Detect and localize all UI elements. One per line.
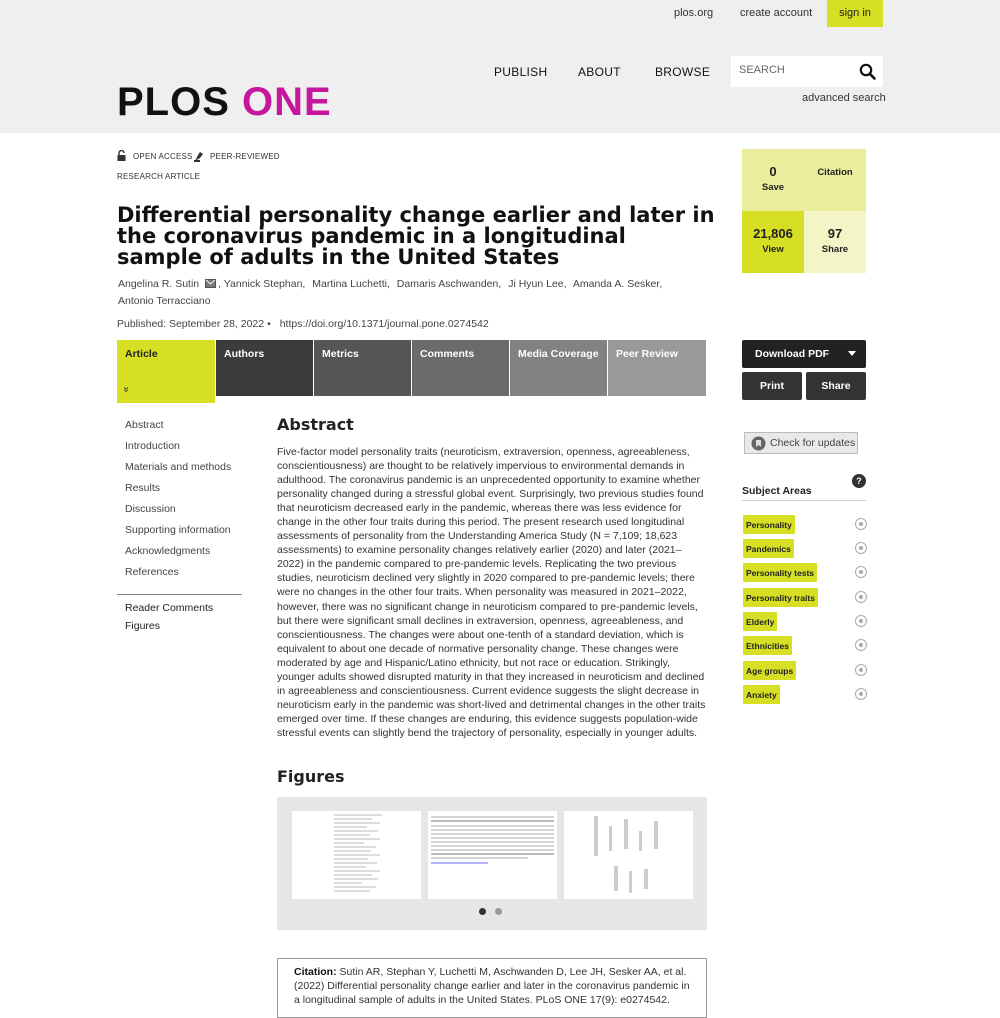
chevron-down-icon[interactable] [848, 351, 856, 356]
author-link[interactable]: Martina Luchetti, [312, 278, 390, 290]
table-thumbnail-icon [292, 811, 421, 899]
citation-box [277, 958, 707, 1018]
citation-metric[interactable] [804, 149, 866, 211]
toc-reader-comments[interactable]: Reader Comments [125, 602, 214, 614]
author-link[interactable]: Ji Hyun Lee, [508, 278, 567, 290]
subject-areas-title: Subject Areas [742, 485, 812, 497]
tab-metrics[interactable]: Metrics [314, 340, 411, 396]
subject-flag-icon[interactable] [855, 542, 867, 554]
search-icon[interactable] [859, 63, 876, 80]
figure-thumbnail[interactable] [292, 811, 421, 899]
tab-comments[interactable]: Comments [412, 340, 509, 396]
peer-reviewed-label: PEER-REVIEWED [210, 152, 280, 161]
subject-flag-icon[interactable] [855, 566, 867, 578]
divider [117, 594, 242, 595]
nav-browse[interactable]: BROWSE [655, 65, 711, 79]
tab-media-coverage[interactable]: Media Coverage [510, 340, 607, 396]
logo-plos: PLOS [117, 80, 230, 124]
tab-expand-icon: » [120, 386, 132, 393]
subject-tag[interactable]: Pandemics [743, 539, 794, 558]
toc-introduction[interactable]: Introduction [125, 440, 180, 452]
subject-tag[interactable]: Age groups [743, 661, 796, 680]
subject-tag[interactable]: Anxiety [743, 685, 780, 704]
figure-carousel [277, 797, 707, 930]
subject-flag-icon[interactable] [855, 518, 867, 530]
subject-flag-icon[interactable] [855, 591, 867, 603]
author-link[interactable]: Yannick Stephan, [223, 278, 306, 290]
citation-label: Citation [817, 167, 853, 178]
subject-tag[interactable]: Personality traits [743, 588, 818, 607]
check-for-updates-button[interactable] [744, 432, 858, 454]
help-icon[interactable]: ? [852, 474, 866, 488]
tab-authors[interactable]: Authors [216, 340, 313, 396]
figures-heading: Figures [277, 767, 345, 786]
toc-materials-methods[interactable]: Materials and methods [125, 461, 232, 473]
author-link[interactable]: Angelina R. Sutin [118, 278, 200, 290]
subject-tag[interactable]: Elderly [743, 612, 777, 631]
abstract-text: Five-factor model personality traits (neuroticism, extraversion, openness, agreeableness, conscientiousness) are thought to be relatively impervious to environmental demands in adulthood. The coronavirus pandemic is an unprecedented opportunity to examine whether personality changed during a stressful global event. Surprisingly, two previous studies found that neuroticism decreased early in the pandemic, whereas there was less evidence for change in the other four traits during this period. The present research used longitudinal assessments of personality from the Understanding America Study (N = 7,109; 18,623 assessments) to examine personality changes relatively earlier (2020) and later (2021–2022) in the pandemic compared to pre-pandemic levels. Replicating the two previous studies, neuroticism declined very slightly in 2020 compared to pre-pandemic levels; there were no changes in the other four traits. When personality was measured in 2021–2022, however, there was no significant change in neuroticism compared to pre-pandemic levels, but there were significant small declines in extraversion, openness, agreeableness, and conscientiousness. The changes were about one-tenth of a standard deviation, which is equivalent to about one decade of normative personality change. These changes were moderated by age and Hispanic/Latino ethnicity, but not race or education. Strikingly, younger adults showed disrupted maturity in that they increased in neuroticism and declined in agreeableness and conscientiousness. Current evidence suggests the slight decrease in neuroticism early in the pandemic was short-lived and detrimental changes in the other traits emerged over time. If these changes are enduring, this evidence suggests population-wide stressful events can slightly bend the trajectory of personality, especially in younger adults. [277, 446, 706, 739]
citation-text: Sutin AR, Stephan Y, Luchetti M, Aschwanden D, Lee JH, Sesker AA, et al. (2022) Differential personality change earlier and later in the coronavirus pandemic in a longitudinal sample of adults in the United States. PLoS ONE 17(9): e0274542. [294, 966, 690, 1006]
open-access-icon [117, 150, 126, 161]
subject-tag[interactable]: Personality tests [743, 563, 817, 582]
tab-article[interactable]: Article [117, 340, 215, 403]
plos-one-logo[interactable] [117, 80, 332, 124]
save-metric[interactable] [742, 149, 804, 211]
crossmark-icon [751, 436, 766, 451]
peer-reviewed-icon [194, 150, 204, 162]
save-label: Save [761, 182, 785, 193]
table-thumbnail-icon [428, 811, 557, 899]
sign-in-button[interactable]: sign in [827, 0, 883, 27]
toc-references[interactable]: References [125, 566, 179, 578]
search-input[interactable] [739, 64, 851, 76]
figure-thumbnail[interactable] [428, 811, 557, 899]
site-header [0, 0, 1000, 133]
author-link[interactable]: Antonio Terracciano [118, 295, 211, 307]
subject-flag-icon[interactable] [855, 615, 867, 627]
abstract-heading: Abstract [277, 415, 354, 434]
create-account-link[interactable]: create account [740, 7, 813, 19]
published-date: Published: September 28, 2022 [117, 318, 265, 330]
tab-peer-review[interactable]: Peer Review [608, 340, 706, 396]
toc-acknowledgments[interactable]: Acknowledgments [125, 545, 211, 557]
download-pdf-button[interactable] [742, 340, 866, 368]
doi-link[interactable]: https://doi.org/10.1371/journal.pone.0274542 [279, 318, 489, 330]
chart-thumbnail-icon [564, 811, 693, 899]
toc-supporting-information[interactable]: Supporting information [125, 524, 231, 536]
carousel-dot-active[interactable] [479, 908, 486, 915]
view-label: View [762, 244, 784, 255]
view-count: 21,806 [753, 226, 793, 241]
nav-about[interactable]: ABOUT [578, 65, 621, 79]
share-label: Share [821, 244, 849, 255]
search-box [731, 56, 883, 87]
toc-figures[interactable]: Figures [125, 620, 161, 632]
share-button[interactable]: Share [806, 372, 866, 400]
article-title: Differential personality change earlier and later in the coronavirus pandemic in a longitudinal sample of adults in the United States [117, 203, 715, 269]
toc-discussion[interactable]: Discussion [125, 503, 176, 515]
save-count: 0 [769, 164, 777, 179]
toc-results[interactable]: Results [125, 482, 161, 494]
advanced-search-link[interactable]: advanced search [802, 92, 886, 104]
nav-publish[interactable]: PUBLISH [494, 65, 548, 79]
toc-abstract[interactable]: Abstract [125, 419, 164, 431]
print-button[interactable]: Print [742, 372, 802, 400]
logo-one: ONE [242, 80, 332, 124]
email-icon[interactable] [205, 279, 216, 288]
share-count: 97 [827, 226, 843, 241]
share-metric[interactable] [804, 211, 866, 273]
view-metric[interactable] [742, 211, 804, 273]
subject-flag-icon[interactable] [855, 639, 867, 651]
subject-flag-icon[interactable] [855, 688, 867, 700]
author-link[interactable]: Amanda A. Sesker, [572, 278, 663, 290]
author-link[interactable]: Damaris Aschwanden, [396, 278, 502, 290]
open-access-label: OPEN ACCESS [133, 152, 193, 161]
subject-tag[interactable]: Personality [743, 515, 795, 534]
publication-line: Published: September 28, 2022 • https://doi.org/10.1371/journal.pone.0274542 [117, 318, 489, 330]
figure-thumbnail[interactable] [564, 811, 693, 899]
subject-flag-icon[interactable] [855, 664, 867, 676]
check-updates-label: Check for updates [770, 437, 856, 449]
plos-org-link[interactable]: plos.org [674, 7, 714, 19]
author-list: Angelina R. Sutin , Yannick Stephan, Martina Luchetti, Damaris Aschwanden, Ji Hyun Lee, Amanda A. Sesker, Antonio Terracciano [118, 278, 663, 307]
carousel-dot[interactable] [495, 908, 502, 915]
article-type-label: RESEARCH ARTICLE [117, 172, 201, 181]
citation-label: Citation: [294, 966, 337, 978]
divider [742, 500, 866, 501]
download-pdf-label: Download PDF [755, 348, 830, 360]
subject-tag[interactable]: Ethnicities [743, 636, 792, 655]
